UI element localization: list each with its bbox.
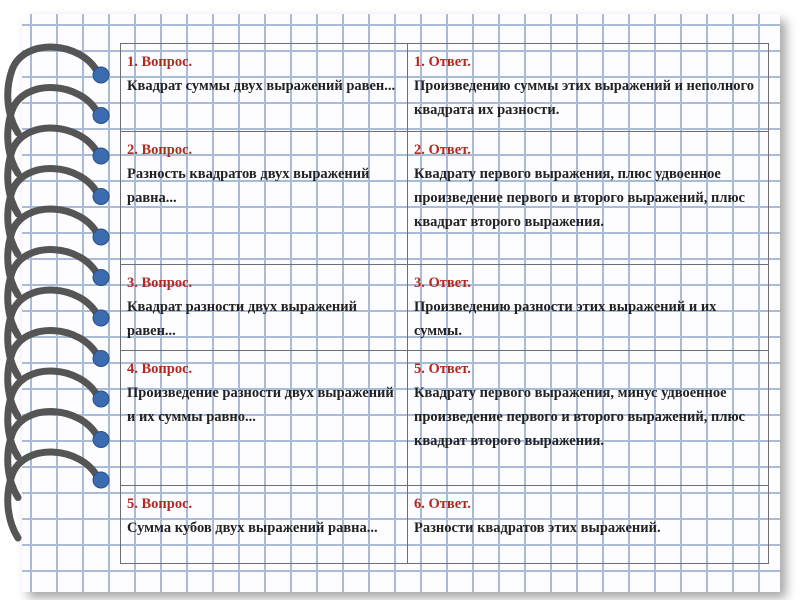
question-text: Сумма кубов двух выражений равна... (127, 520, 378, 536)
table-row (121, 351, 769, 486)
answer-text: Произведению разности этих выражений и их суммы. (414, 299, 717, 339)
table-row (121, 44, 769, 132)
question-cell (121, 132, 408, 265)
question-cell (121, 44, 408, 132)
answer-cell (408, 44, 769, 132)
answer-text: Квадрату первого выражения, плюс удвоенное произведение первого и второго выражений, плюс квадрат второго выражения. (414, 166, 745, 230)
answer-heading: 5. Ответ. (414, 361, 471, 377)
question-heading: 1. Вопрос. (127, 54, 193, 70)
answer-heading: 2. Ответ. (414, 142, 471, 158)
question-heading: 2. Вопрос. (127, 142, 193, 158)
question-text: Разность квадратов двух выражений равна... (127, 166, 370, 206)
table-row (121, 265, 769, 351)
answer-heading: 3. Ответ. (414, 275, 471, 291)
question-text: Произведение разности двух выражений и их суммы равно... (127, 385, 394, 425)
answer-cell (408, 132, 769, 265)
answer-text: Квадрату первого выражения, минус удвоенное произведение первого и второго выражений, плюс квадрат второго выражения. (414, 385, 745, 449)
question-text: Квадрат суммы двух выражений равен... (127, 78, 396, 94)
question-cell (121, 351, 408, 486)
qa-table (120, 43, 769, 564)
question-cell (121, 486, 408, 564)
answer-text: Разности квадратов этих выражений. (414, 520, 661, 536)
answer-cell (408, 351, 769, 486)
answer-cell (408, 486, 769, 564)
question-heading: 5. Вопрос. (127, 496, 193, 512)
table-row (121, 486, 769, 564)
answer-cell (408, 265, 769, 351)
question-heading: 4. Вопрос. (127, 361, 193, 377)
table-row (121, 132, 769, 265)
question-cell (121, 265, 408, 351)
question-heading: 3. Вопрос. (127, 275, 193, 291)
question-text: Квадрат разности двух выражений равен... (127, 299, 357, 339)
answer-heading: 6. Ответ. (414, 496, 471, 512)
answer-heading: 1. Ответ. (414, 54, 471, 70)
answer-text: Произведению суммы этих выражений и неполного квадрата их разности. (414, 78, 754, 118)
